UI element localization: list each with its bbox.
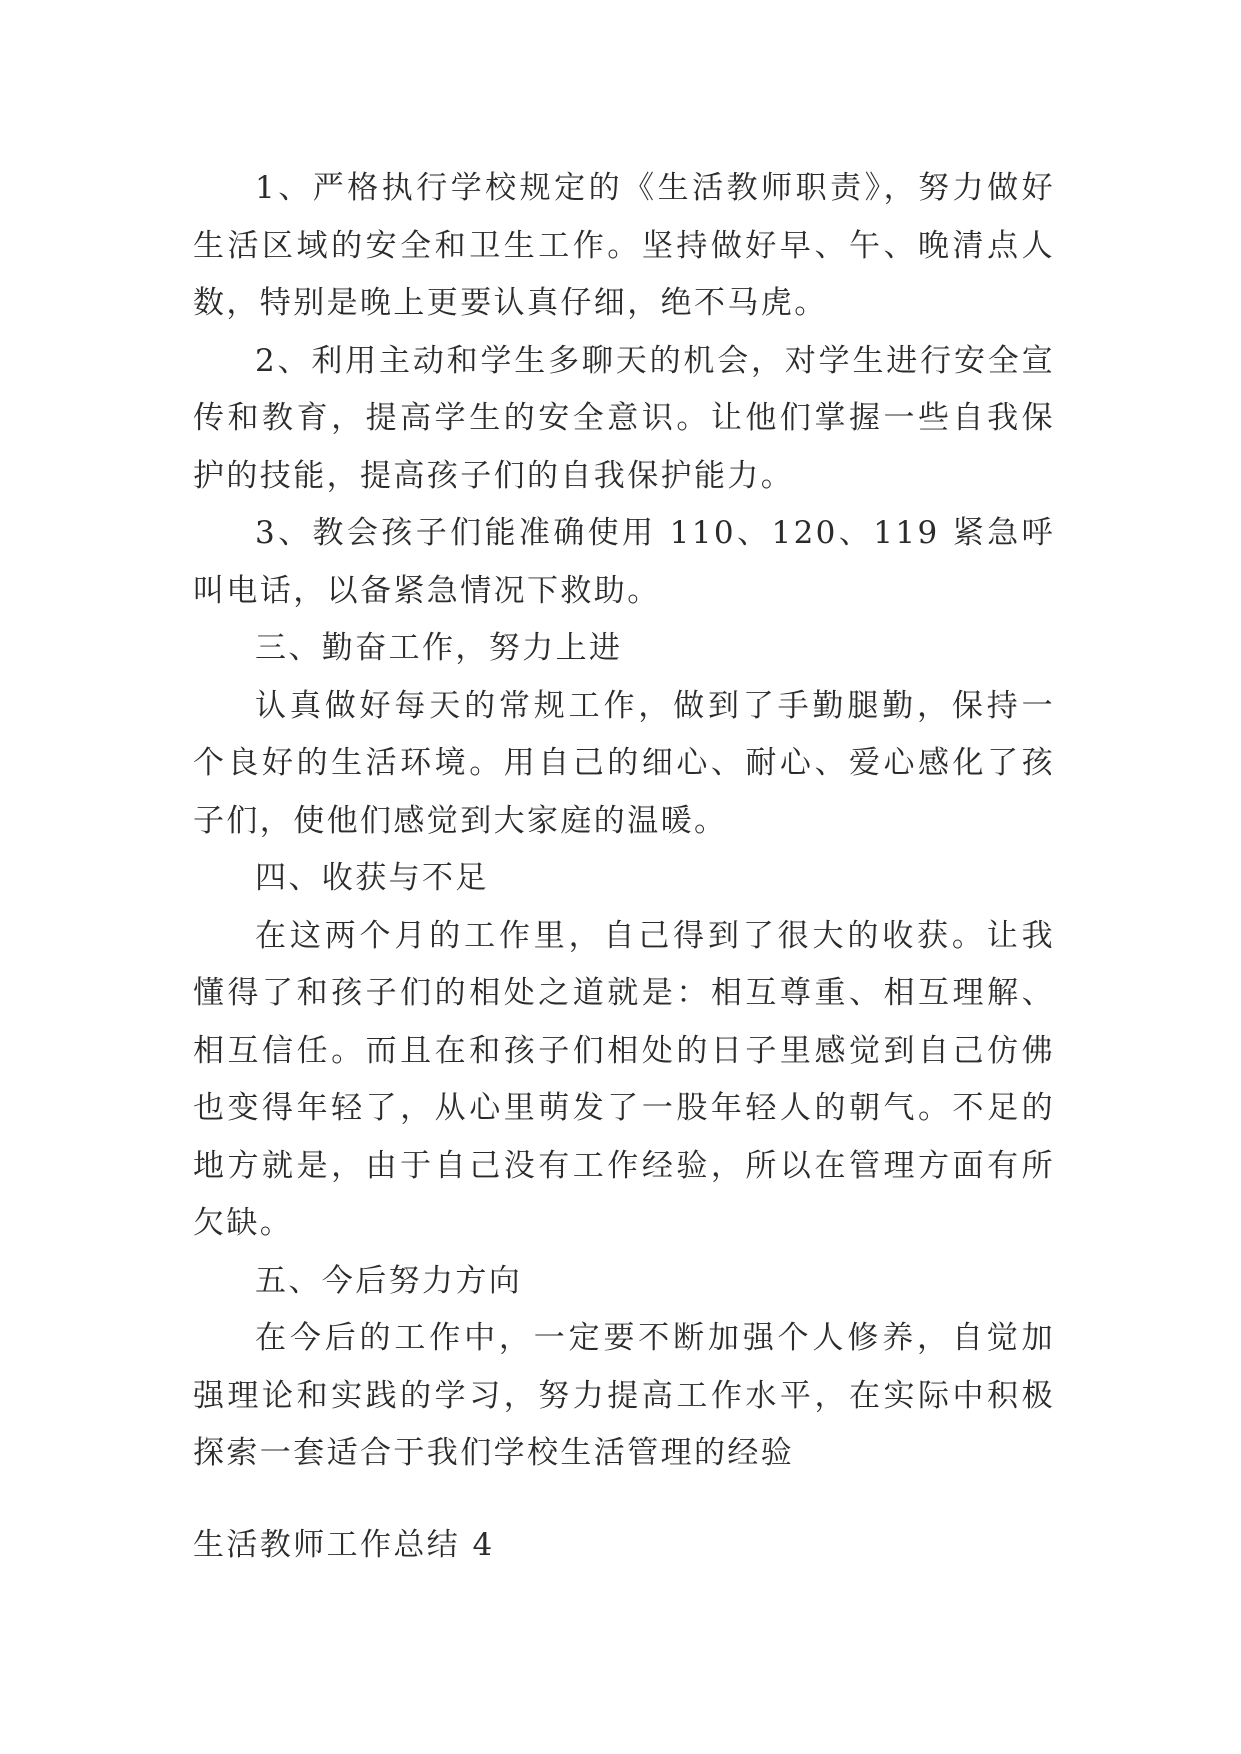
section-heading-diligence: 三、勤奋工作，努力上进 [255, 630, 623, 666]
paragraph-emergency-calls: 3、教会孩子们能准确使用 110、120、119 紧急呼叫电话，以备紧急情况下救助。 [193, 515, 1055, 609]
paragraph-safety-education: 2、利用主动和学生多聊天的机会，对学生进行安全宣传和教育，提高学生的安全意识。让他们掌握一些自我保护的技能，提高孩子们的自我保护能力。 [193, 342, 1055, 494]
section-heading-future: 五、今后努力方向 [255, 1262, 523, 1299]
paragraph-future-direction: 在今后的工作中，一定要不断加强个人修养，自觉加强理论和实践的学习，努力提高工作水平，在实际中积极探索一套适合于我们学校生活管理的经验 [193, 1320, 1055, 1471]
paragraph-gains-shortcomings: 在这两个月的工作里，自己得到了很大的收获。让我懂得了和孩子们的相处之道就是：相互尊重、相互理解、相互信任。而且在和孩子们相处的日子里感觉到自己仿佛也变得年轻了，从心里萌发了一股年轻人的朝气。不足的地方就是，由于自己没有工作经验，所以在管理方面有所欠缺。 [193, 917, 1055, 1241]
document-body [193, 160, 1055, 1483]
section-heading-gains: 四、收获与不足 [255, 860, 489, 896]
paragraph-safety-duty: 1、严格执行学校规定的《生活教师职责》，努力做好生活区域的安全和卫生工作。坚持做好早、午、晚清点人数，特别是晚上更要认真仔细，绝不马虎。 [193, 170, 1055, 321]
next-section-title: 生活教师工作总结 4 [193, 1527, 495, 1563]
paragraph-routine-work: 认真做好每天的常规工作，做到了手勤腿勤，保持一个良好的生活环境。用自己的细心、耐心、爱心感化了孩子们，使他们感觉到大家庭的温暖。 [193, 687, 1055, 839]
